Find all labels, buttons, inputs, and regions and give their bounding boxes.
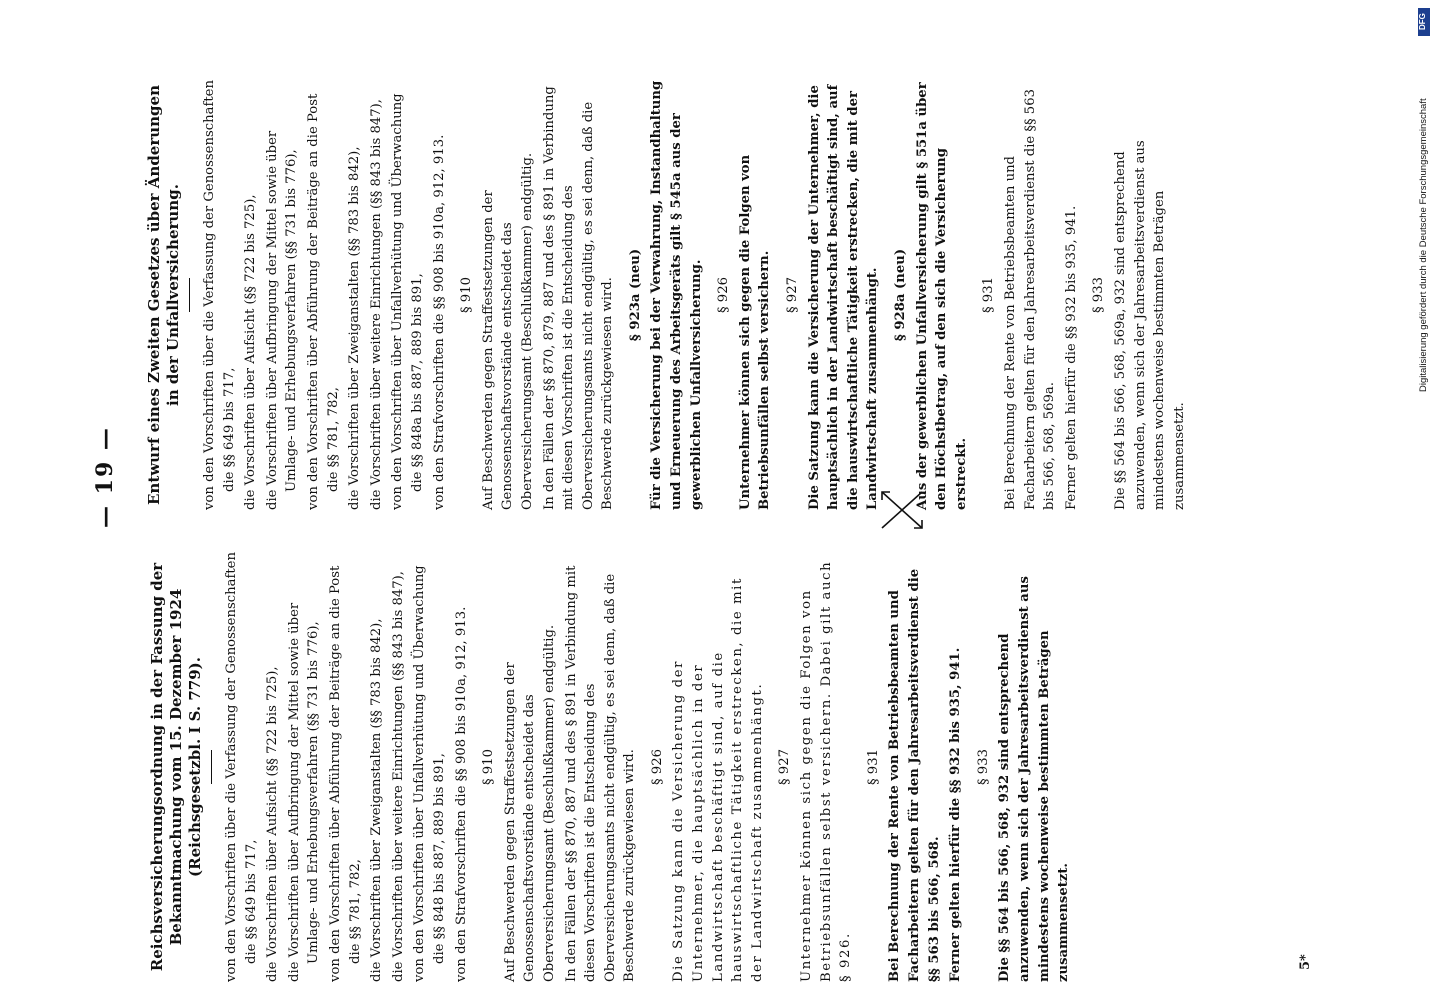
section-910-paragraph: In den Fällen der §§ 870, 879, 887 und des § 891 in Verbindung mit diesen Vorschriften ist die Entscheidung des Oberversicherungsamts nicht endgültig, es sei denn, daß die Beschwerde zurückgewiesen wird. bbox=[541, 86, 616, 510]
section-931-text: Ferner gelten hierfür die §§ 932 bis 935, 941. bbox=[948, 647, 964, 982]
section-title-910: § 910 bbox=[481, 749, 497, 785]
list-item: von den Vorschriften über Unfallverhütung und Überwachung die §§ 848 bis 887, 889 bis 891, bbox=[412, 565, 447, 982]
section-923a-text: Für die Versicherung bei der Verwahrung, Instandhaltung und Erneuerung des Arbeitsgeräts gilt § 545a aus der gewerblichen Unfallversicherung. bbox=[649, 80, 704, 510]
section-910-paragraph: Auf Beschwerden gegen Straffestsetzungen der Genossenschaftsvorstände entscheidet das Oberversicherungsamt (Beschlußkammer) endgültig. bbox=[502, 624, 557, 982]
list-item: von den Vorschriften über die Verfassung der Genossenschaften die §§ 649 bis 717, bbox=[202, 80, 237, 510]
section-931-text: Bei Berechnung der Rente von Betriebsbeamten und Facharbeitern gelten für den Jahresarbeitsverdienst die §§ 563 bis 566, 568. bbox=[887, 568, 942, 982]
section-title-931: § 931 bbox=[865, 749, 881, 785]
heading-rule bbox=[189, 278, 190, 312]
list-item: von den Vorschriften über Unfallverhütung und Überwachung die §§ 848a bis 887, 889 bis 891, bbox=[390, 93, 425, 510]
list-item: die Vorschriften über Zweiganstalten (§§ 783 bis 842), bbox=[347, 146, 363, 510]
list-item: die Vorschriften über Aufbringung der Mittel sowie über Umlage- und Erhebungsverfahren (§§ 731 bis 776), bbox=[286, 602, 322, 982]
section-926-text: Die Satzung kann die Versicherung der Unternehmer, die hauptsächlich in der Landwirtschaft beschäftigt sind, auf die hauswirtschaftliche Tätigkeit erstrecken, die mit der Landwirtschaft zusammenhängt. bbox=[671, 577, 765, 982]
section-title-926: § 926 bbox=[716, 277, 732, 313]
section-927-text: Unternehmer können sich gegen die Folgen von Betriebsunfällen selbst versichern. Dabei gilt auch § 926. bbox=[799, 560, 854, 982]
section-title-927: § 927 bbox=[785, 277, 801, 313]
section-933-text: Die §§ 564 bis 566, 568, 569a, 932 sind entsprechend anzuwenden, wenn sich der Jahresarbeitsverdienst aus mindestens wochenweise bestimmten Beträgen zusammensetzt. bbox=[1112, 140, 1187, 510]
list-item: von den Vorschriften über Abführung der Beiträge an die Post die §§ 781, 782, bbox=[305, 93, 341, 510]
section-933-text: Die §§ 564 bis 566, 568, 932 sind entsprechend anzuwenden, wenn sich der Jahresarbeitsverdienst aus mindestens wochenweise bestimmten Beträgen zusammensetzt. bbox=[997, 576, 1072, 982]
list-item: die Vorschriften über Aufbringung der Mittel sowie über Umlage- und Erhebungsverfahren (§§ 731 bis 776), bbox=[264, 130, 300, 510]
list-item: die Vorschriften über weitere Einrichtungen (§§ 843 bis 847), bbox=[390, 571, 406, 982]
signature-mark: 5* bbox=[1298, 954, 1313, 970]
section-926-text: Unternehmer können sich gegen die Folgen von Betriebsunfällen selbst versichern. bbox=[737, 154, 773, 510]
section-927-text: Die Satzung kann die Versicherung der Unternehmer, die hauptsächlich in der Landwirtschaft beschäftigt sind, auf die hauswirtschaftliche Tätigkeit erstrecken, die mit der Landwirtschaft zusammenhängt. bbox=[806, 84, 881, 510]
list-item: von den Strafvorschriften die §§ 908 bis 910a, 912, 913. bbox=[453, 606, 469, 982]
list-item: die Vorschriften über Aufsicht (§§ 722 bis 725), bbox=[265, 666, 281, 982]
section-928a-text: Aus der gewerblichen Unfallversicherung gilt § 551a über den Höchstbetrag, auf den sich die Versicherung erstreckt. bbox=[914, 82, 969, 510]
list-item: von den Vorschriften über Abführung der Beiträge an die Post die §§ 781, 782, bbox=[327, 565, 363, 982]
right-column-heading: Entwurf eines Zweiten Gesetzes über Änderungen in der Unfallversicherung. bbox=[145, 85, 182, 506]
digitization-note: Digitalisierung gefördert durch die Deutsche Forschungsgemeinschaft bbox=[1418, 98, 1429, 392]
section-910-paragraph: Auf Beschwerden gegen Straffestsetzungen der Genossenschaftsvorstände entscheidet das Oberversicherungsamt (Beschlußkammer) endgültig. bbox=[480, 152, 535, 510]
section-title-926: § 926 bbox=[649, 749, 665, 785]
section-931-text: Bei Berechnung der Rente von Betriebsbeamten und Facharbeitern gelten für den Jahresarbeitsverdienst die §§ 563 bis 566, 568, 569a. bbox=[1002, 89, 1058, 510]
right-column bbox=[145, 80, 1191, 510]
section-title-923a: § 923a (neu) bbox=[627, 248, 643, 342]
page-number: — 19 — bbox=[92, 426, 118, 528]
section-title-927: § 927 bbox=[777, 749, 793, 785]
section-title-931: § 931 bbox=[981, 277, 997, 313]
left-column-heading: Reichsversicherungsordnung in der Fassung der Bekanntmachung vom 15. Dezember 1924 (Reichsgesetzbl. I S. 779). bbox=[148, 562, 204, 972]
list-item: von den Vorschriften über die Verfassung der Genossenschaften die §§ 649 bis 717, bbox=[224, 552, 259, 982]
section-title-928a: § 928a (neu) bbox=[893, 248, 908, 342]
list-item: die Vorschriften über Aufsicht (§§ 722 bis 725), bbox=[243, 194, 259, 510]
section-title-933: § 933 bbox=[975, 749, 991, 785]
list-item: von den Strafvorschriften die §§ 908 bis 910a, 912, 913. bbox=[431, 134, 447, 510]
section-title-910: § 910 bbox=[459, 277, 475, 313]
section-910-paragraph: In den Fällen der §§ 870, 887 und des § 891 in Verbindung mit diesen Vorschriften ist die Entscheidung des Oberversicherungsamts nicht endgültig, es sei denn, daß die Beschwerde zurückgewiesen wird. bbox=[563, 565, 638, 982]
heading-rule bbox=[211, 750, 212, 784]
section-title-933: § 933 bbox=[1091, 277, 1107, 313]
dfg-logo-text: DFG bbox=[1418, 13, 1427, 30]
left-column bbox=[148, 552, 1076, 982]
dfg-logo-icon bbox=[1418, 8, 1430, 36]
list-item: die Vorschriften über weitere Einrichtungen (§§ 843 bis 847), bbox=[368, 99, 384, 510]
section-931-text: Ferner gelten hierfür die §§ 932 bis 935, 941. bbox=[1063, 205, 1079, 510]
list-item: die Vorschriften über Zweiganstalten (§§ 783 bis 842), bbox=[369, 618, 385, 982]
